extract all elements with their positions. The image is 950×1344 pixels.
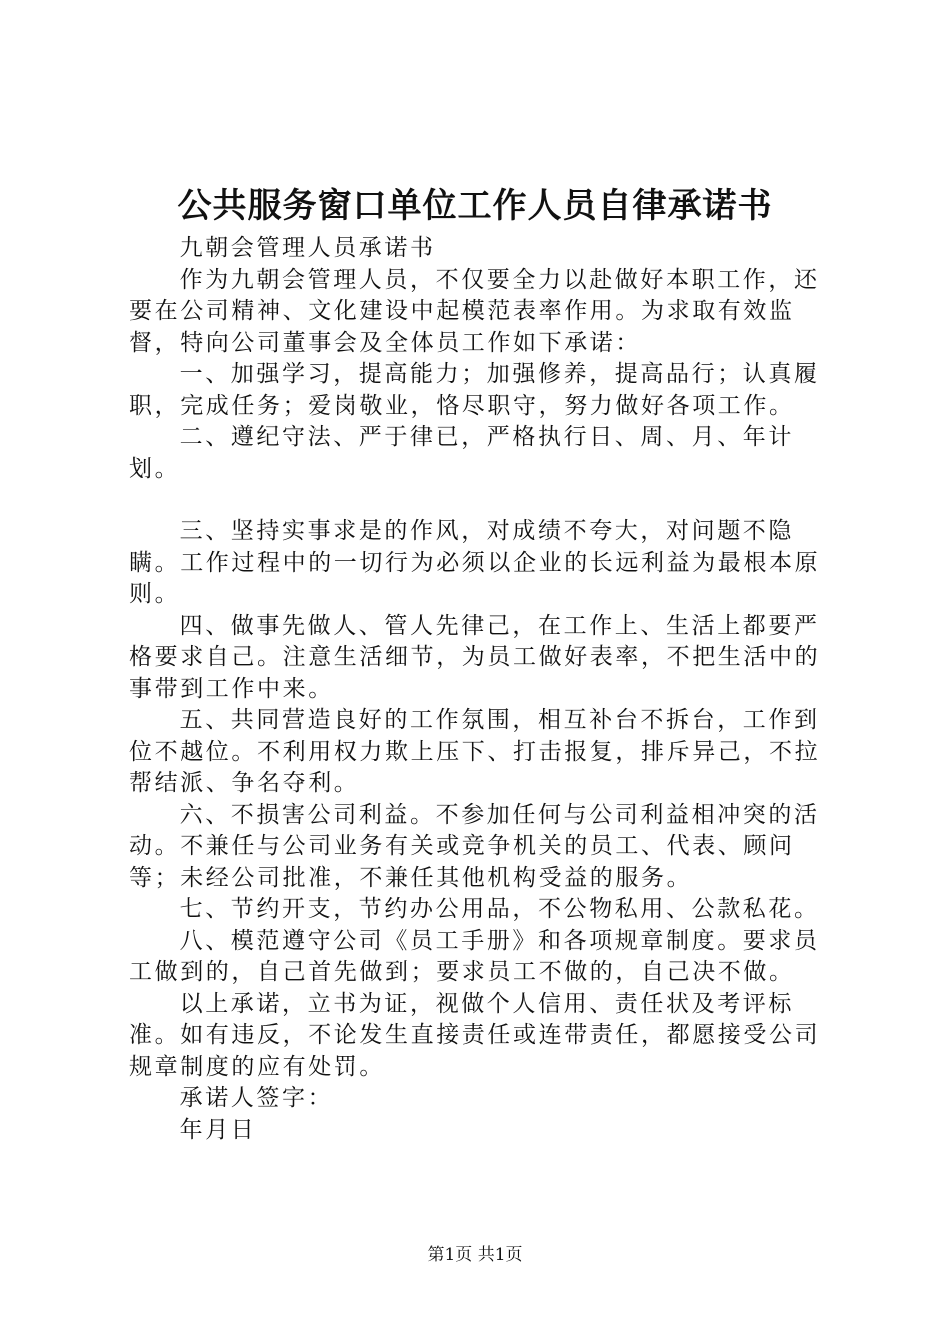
paragraph-intro: 作为九朝会管理人员，不仅要全力以赴做好本职工作，还要在公司精神、文化建设中起模范表率作用。为求取有效监督，特向公司董事会及全体员工作如下承诺： [129,266,820,356]
page-footer: 第1页 共1页 [427,1245,523,1265]
document-title: 公共服务窗口单位工作人员自律承诺书 [177,186,773,226]
paragraph-subtitle: 九朝会管理人员承诺书 [179,235,436,261]
date-label: 年月日 [179,1116,257,1143]
signature-label: 承诺人签字： [179,1085,334,1111]
paragraph-item-8: 八、模范遵守公司《员工手册》和各项规章制度。要求员工做到的，自己首先做到；要求员工不做的，自己决不做。 [129,927,820,985]
paragraph-conclusion: 以上承诺，立书为证，视做个人信用、责任状及考评标准。如有违反，不论发生直接责任或连带责任，都愿接受公司规章制度的应有处罚。 [129,990,821,1080]
document-body [129,233,841,1146]
paragraph-item-7: 七、节约开支，节约办公用品，不公物私用、公款私花。 [179,896,820,922]
paragraph-item-4: 四、做事先做人、管人先律己，在工作上、生活上都要严格要求自己。注意生活细节，为员工做好表率，不把生活中的事带到工作中来。 [129,612,821,702]
paragraph-item-5: 五、共同营造良好的工作氛围，相互补台不拆台，工作到位不越位。不利用权力欺上压下、打击报复，排斥异己，不拉帮结派、争名夺利。 [129,707,821,796]
paragraph-item-1: 一、加强学习，提高能力；加强修养，提高品行；认真履职，完成任务；爱岗敬业，恪尽职守，努力做好各项工作。 [129,361,820,419]
paragraph-item-2: 二、遵纪守法、严于律已，严格执行日、周、月、年计划。 [129,424,794,482]
paragraph-item-6: 六、不损害公司利益。不参加任何与公司利益相冲突的活动。不兼任与公司业务有关或竞争机关的员工、代表、顾问等；未经公司批准，不兼任其他机构受益的服务。 [129,801,820,891]
paragraph-item-3: 三、坚持实事求是的作风，对成绩不夸大，对问题不隐瞒。工作过程中的一切行为必须以企业的长远利益为最根本原则。 [129,518,821,607]
